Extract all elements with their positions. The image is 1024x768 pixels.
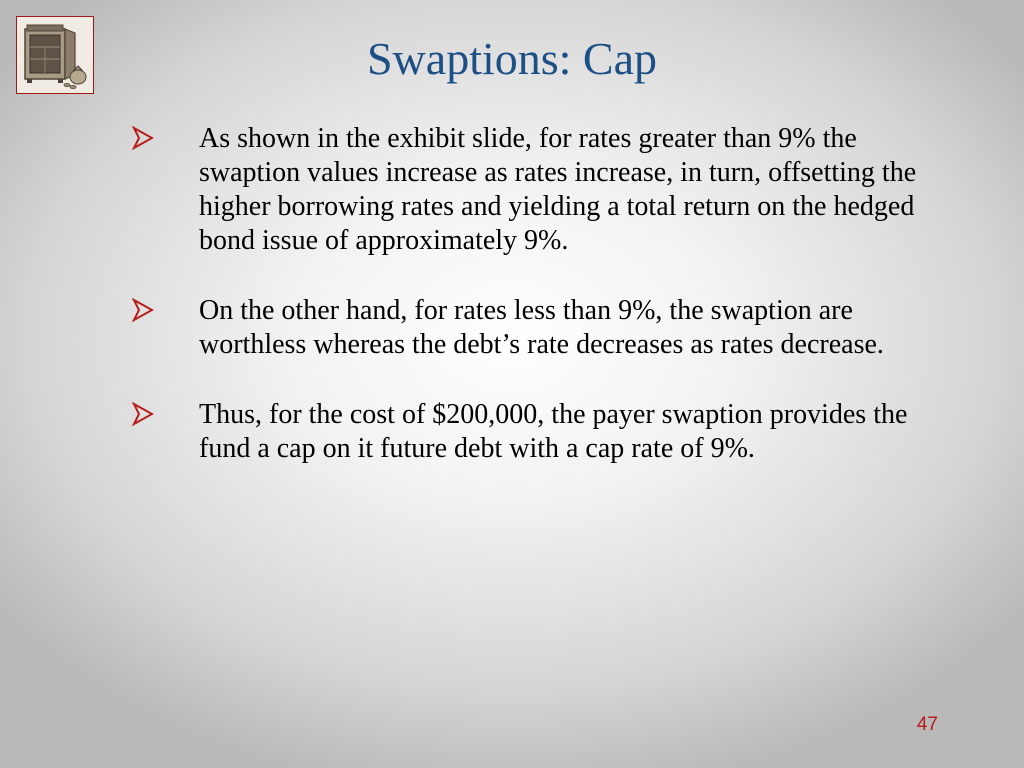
bullet-item [128,398,928,466]
page-number: 47 [916,714,938,735]
bullet-text: Thus, for the cost of $200,000, the payer swaption provides the fund a cap on it future debt with a cap rate of 9%. [199,399,908,464]
bullet-item [128,294,928,362]
arrowhead-bullet-icon [132,402,154,426]
arrowhead-bullet-icon [132,298,154,322]
bullet-text: As shown in the exhibit slide, for rates greater than 9% the swaption values increase as rates increase, in turn, offsetting the higher borrowing rates and yielding a total return on the hedged bond issue of approximately 9%. [199,123,917,256]
slide-title: Swaptions: Cap [366,33,658,84]
bullet-text: On the other hand, for rates less than 9%, the swaption are worthless whereas the debt’s rate decreases as rates decrease. [199,295,884,360]
bullet-list [128,122,928,502]
bullet-item [128,122,928,258]
arrowhead-bullet-icon [132,126,154,150]
